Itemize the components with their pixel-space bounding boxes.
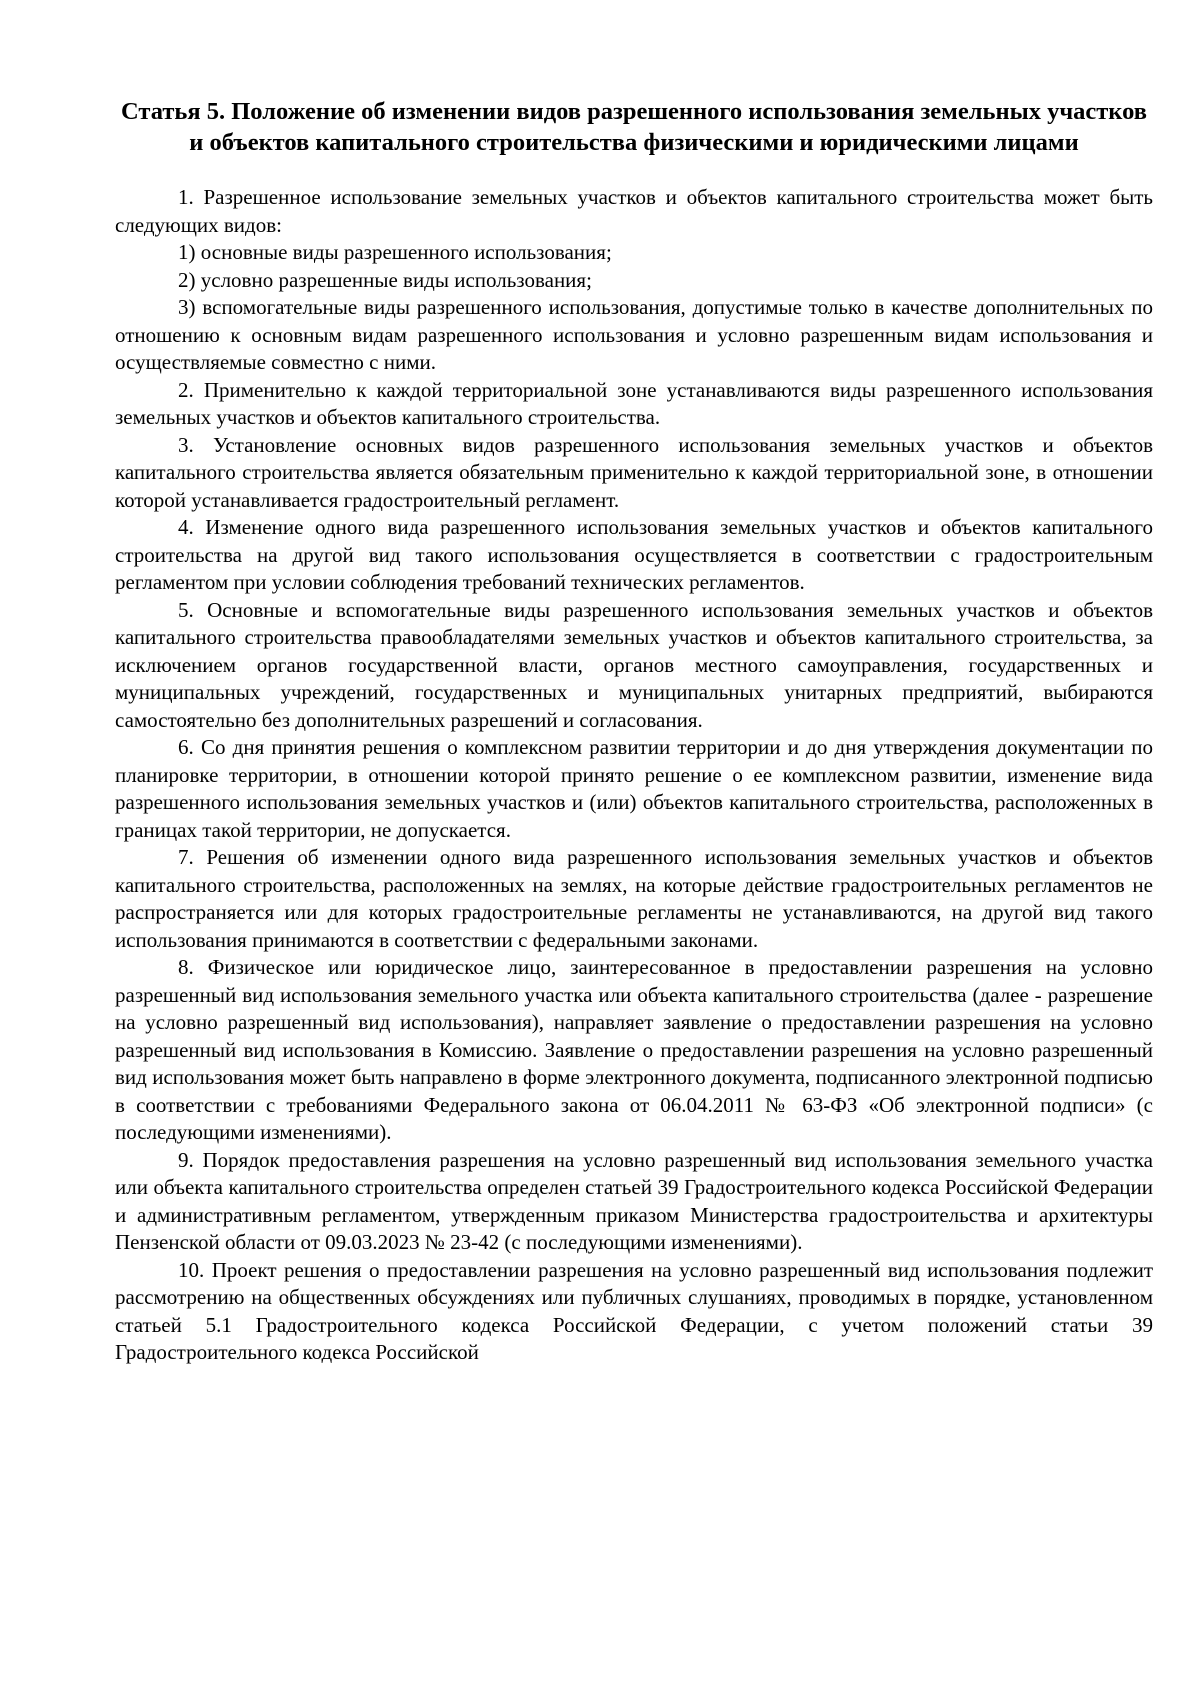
paragraph-6: 6. Со дня принятия решения о комплексном развитии территории и до дня утверждения документации по планировке территории, в отношении которой принято решение о ее комплексном развитии, изменение вида разрешенного использования земельных участков и (или) объектов капитального строительства, расположенных в границах такой территории, не допускается. bbox=[115, 735, 1153, 842]
paragraph-9: 9. Порядок предоставления разрешения на условно разрешенный вид использования земельного участка или объекта капитального строительства определен статьей 39 Градостроительного кодекса Российской Федерации и административным регламентом, утвержденным приказом Министерства градостроительства и архитектуры Пензенской области от 09.03.2023 № 23-42 (с последующими изменениями). bbox=[115, 1147, 1153, 1254]
document-page bbox=[115, 96, 1153, 1367]
paragraph-2: 2. Применительно к каждой территориальной зоне устанавливаются виды разрешенного использования земельных участков и объектов капитального строительства. bbox=[115, 377, 1153, 429]
paragraph-8: 8. Физическое или юридическое лицо, заинтересованное в предоставлении разрешения на условно разрешенный вид использования земельного участка или объекта капитального строительства (далее - разрешение на условно разрешенный вид использования), направляет заявление о предоставлении разрешения на условно разрешенный вид использования в Комиссию. Заявление о предоставлении разрешения на условно разрешенный вид использования может быть направлено в форме электронного документа, подписанного электронной подписью в соответствии с требованиями Федерального закона от 06.04.2011 № 63-ФЗ «Об электронной подписи» (с последующими изменениями). bbox=[115, 955, 1153, 1144]
list-item-3: 3) вспомогательные виды разрешенного использования, допустимые только в качестве дополнительных по отношению к основным видам разрешенного использования и условно разрешенным видам использования и осуществляемые совместно с ними. bbox=[115, 295, 1153, 374]
list-item-2: 2) условно разрешенные виды использования; bbox=[178, 267, 592, 292]
paragraph-1: 1. Разрешенное использование земельных участков и объектов капитального строительства может быть следующих видов: bbox=[115, 185, 1153, 237]
article-title: Статья 5. Положение об изменении видов разрешенного использования земельных участков и объектов капитального строительства физическими и юридическими лицами bbox=[121, 98, 1147, 156]
paragraph-4: 4. Изменение одного вида разрешенного использования земельных участков и объектов капитального строительства на другой вид такого использования осуществляется в соответствии с градостроительным регламентом при условии соблюдения требований технических регламентов. bbox=[115, 515, 1153, 594]
list-item-1: 1) основные виды разрешенного использования; bbox=[178, 240, 612, 264]
paragraph-3: 3. Установление основных видов разрешенного использования земельных участков и объектов капитального строительства является обязательным применительно к каждой территориальной зоне, в отношении которой устанавливается градостроительный регламент. bbox=[115, 432, 1153, 512]
paragraph-7: 7. Решения об изменении одного вида разрешенного использования земельных участков и объектов капитального строительства, расположенных на землях, на которые действие градостроительных регламентов не распространяется или для которых градостроительные регламенты не устанавливаются, на другой вид такого использования принимаются в соответствии с федеральными законами. bbox=[115, 845, 1153, 952]
paragraph-10: 10. Проект решения о предоставлении разрешения на условно разрешенный вид использования подлежит рассмотрению на общественных обсуждениях или публичных слушаниях, проводимых в порядке, установленном статьей 5.1 Градостроительного кодекса Российской Федерации, с учетом положений статьи 39 Градостроительного кодекса Российской bbox=[115, 1257, 1153, 1364]
paragraph-5: 5. Основные и вспомогательные виды разрешенного использования земельных участков и объектов капитального строительства правообладателями земельных участков и объектов капитального строительства, за исключением органов государственной власти, органов местного самоуправления, государственных и муниципальных учреждений, государственных и муниципальных унитарных предприятий, выбираются самостоятельно без дополнительных разрешений и согласования. bbox=[115, 597, 1153, 732]
